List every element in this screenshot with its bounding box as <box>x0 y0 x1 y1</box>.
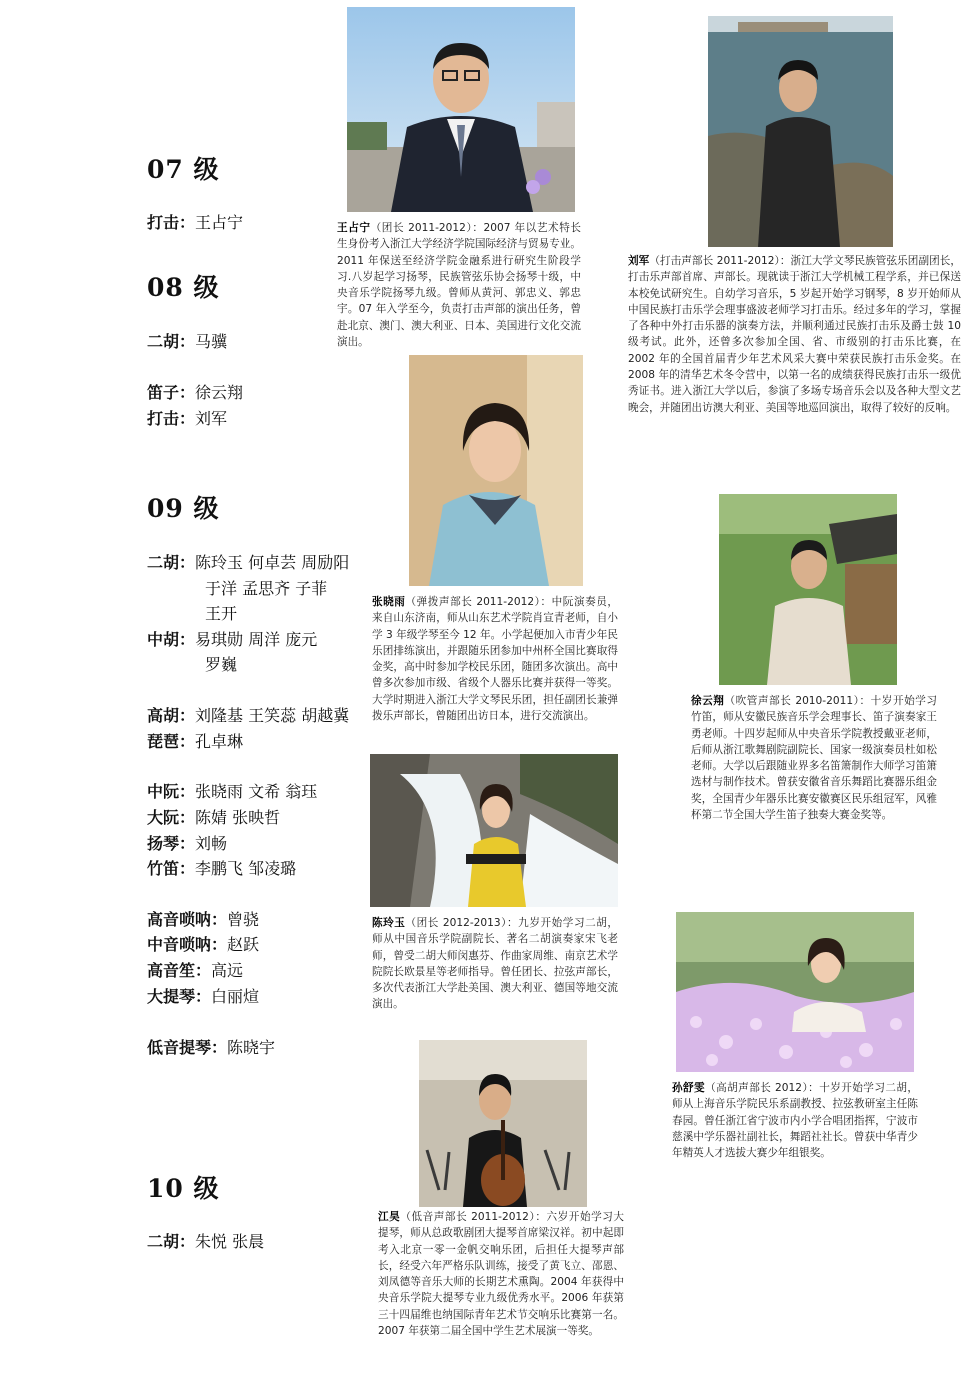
roster-row: 中胡：易琪勋 周洋 庞元 <box>147 630 318 649</box>
bio-name: 徐云翔 <box>691 695 725 707</box>
bio-text: （团长 2011-2012）：2007 年以艺术特长生身份考入浙江大学经济学院国际经济与贸易专业。2011 年保送至经济学院金融系进行研究生阶段学习.八岁起学习扬琴，民族管弦乐协会扬琴十级，中央音乐学院扬琴九级。曾师从黄河、郭忠义、郭忠宇。07 年入学至今，负责打击声部的演出任务，曾赴北京、澳门、澳大利亚、日本、美国进行文化交流演出。 <box>337 222 582 349</box>
bio-name: 江昊 <box>378 1211 401 1223</box>
bio-text: （团长 2012-2013）：九岁开始学习二胡，师从中国音乐学院副院长、著名二胡演奏家宋飞老师，曾受二胡大师闵惠芬、作曲家周维、南京艺术学院院长欧景星等老师指导。曾任团长、拉弦声部长，多次代表浙江大学赴美国、澳大利亚、德国等地交流演出。 <box>372 917 619 1011</box>
grade-heading-08: 08 级 <box>147 273 220 302</box>
roster-row: 大阮：陈婧 张映哲 <box>147 808 281 827</box>
roster-row: 二胡：朱悦 张晨 <box>147 1232 265 1251</box>
roster-row: 中阮：张晓雨 文希 翁珏 <box>147 782 318 801</box>
roster-row: 高胡：刘隆基 王笑蕊 胡越冀 <box>147 706 350 725</box>
bio-name: 陈玲玉 <box>372 917 406 929</box>
bio-name: 刘军 <box>628 255 650 267</box>
roster-row: 打击：刘军 <box>147 409 228 428</box>
bio-text: （打击声部长 2011-2012）：浙江大学文琴民族管弦乐团副团长，打击乐声部首席、声部长。现就读于浙江大学机械工程学系，并已保送本校免试研究生。自幼学习音乐，5 岁起开始学习钢琴，8 岁开始师从中国民族打击乐学会理事盛波老师学习打击乐。经过多年的学习，掌握了各种中外打击乐器的演奏方法，并顺利通过民族打击乐及爵士鼓 10 级考试。此外，还曾多次参加全国、省、市级别的打击乐比赛，在 2002 年的全国首届青少年艺术风采大赛中荣获民族打击乐金奖。在 2008 年的清华艺术冬令营中，以第一名的成绩获得民族打击乐一级优秀证书。进入浙江大学以后，参演了多场专场音乐会以及各种大型文艺晚会，并随团出访澳大利亚、美国等地巡回演出，取得了较好的反响。 <box>628 255 962 414</box>
roster-row: 扬琴：刘畅 <box>147 834 228 853</box>
bio-liu-jun <box>628 253 961 416</box>
photo-sun-shuwen <box>676 912 914 1072</box>
roster-row: 高音笙：高远 <box>147 961 244 980</box>
roster-row-continued: 王开 <box>205 604 238 623</box>
bio-text: （高胡声部长 2012）：十岁开始学习二胡，师从上海音乐学院民乐系副教授、拉弦教研室主任陈春园。曾任浙江省宁波市内小学合唱团指挥，宁波市慈溪中学乐器社副社长，舞蹈社社长。曾获中华青少年精英人才选拔大赛少年组银奖。 <box>672 1082 919 1160</box>
grade-heading-07: 07 级 <box>147 155 220 184</box>
bio-wang-zhanning <box>337 220 581 350</box>
photo-chen-lingyu <box>370 754 618 907</box>
bio-jiang-hao <box>378 1209 624 1339</box>
bio-text: （弹拨声部长 2011-2012）：中阮演奏员，来自山东济南，师从山东艺术学院肖宣青老师，自小学 3 年级学琴至今 12 年。小学起便加入市青少年民乐团排练演出，并跟随乐团参加中州杯全国比赛取得金奖，高中时参加学校民乐团，随团多次演出。高中曾多次参加市级、省级个人器乐比赛并获得一等奖。大学时期进入浙江大学文琴民乐团，担任副团长兼弹拨乐声部长，曾随团出访日本，进行交流演出。 <box>372 596 619 723</box>
bio-chen-lingyu <box>372 915 618 1013</box>
bio-zhang-xiaoyu <box>372 594 618 724</box>
roster-row-continued: 于洋 孟思齐 子菲 <box>205 579 328 598</box>
photo-liu-jun <box>708 16 893 247</box>
bio-sun-shuwen <box>672 1080 918 1161</box>
roster-row: 竹笛：李鹏飞 邹凌璐 <box>147 859 297 878</box>
roster-row: 二胡：马骥 <box>147 332 228 351</box>
photo-xu-yunxiang <box>719 494 897 685</box>
roster-row: 低音提琴：陈晓宇 <box>147 1038 276 1057</box>
roster-row: 高音唢呐：曾骁 <box>147 910 260 929</box>
grade-heading-09: 09 级 <box>147 494 220 523</box>
bio-xu-yunxiang <box>691 693 937 823</box>
grade-heading-10: 10 级 <box>147 1174 220 1203</box>
roster-row: 琵琶：孔卓琳 <box>147 732 244 751</box>
bio-text: （吹管声部长 2010-2011）：十岁开始学习竹笛，师从安徽民族音乐学会理事长、笛子演奏家王勇老师。十四岁起师从中央音乐学院教授戴亚老师，后师从浙江歌舞剧院副院长、国家一级演奏员杜如松老师。大学以后跟随业界多名笛箫制作大师学习笛箫选材与制作技术。曾获安徽省音乐舞蹈比赛器乐组金奖，全国青少年器乐比赛安徽赛区民乐组冠军，风雅杯第二节全国大学生笛子独奏大赛金奖等。 <box>691 695 938 822</box>
roster-row: 中音唢呐：赵跃 <box>147 935 260 954</box>
photo-wang-zhanning <box>347 7 575 212</box>
photo-zhang-xiaoyu <box>409 355 583 586</box>
roster-row: 打击：王占宁 <box>147 213 244 232</box>
bio-name: 王占宁 <box>337 222 371 234</box>
bio-text: （低音声部长 2011-2012）：六岁开始学习大提琴，师从总政歌剧团大提琴首席梁汉祥。初中起即考入北京一零一金帆交响乐团，后担任大提琴声部长，经受六年严格乐队训练，接受了黄飞立、邵恩、刘凤德等音乐大师的长期艺术熏陶。2004 年获得中央音乐学院大提琴专业九级优秀水平。2006 年获第三十四届维也纳国际青年艺术节交响乐比赛第一名。2007 年获第二届全国中学生艺术展演一等奖。 <box>378 1211 625 1338</box>
roster-row: 大提琴：白丽煊 <box>147 987 260 1006</box>
photo-jiang-hao <box>419 1040 587 1207</box>
roster-row: 二胡：陈玲玉 何卓芸 周励阳 <box>147 553 350 572</box>
bio-name: 张晓雨 <box>372 596 406 608</box>
bio-name: 孙舒雯 <box>672 1082 706 1094</box>
roster-row-continued: 罗巍 <box>205 655 238 674</box>
roster-row: 笛子：徐云翔 <box>147 383 244 402</box>
